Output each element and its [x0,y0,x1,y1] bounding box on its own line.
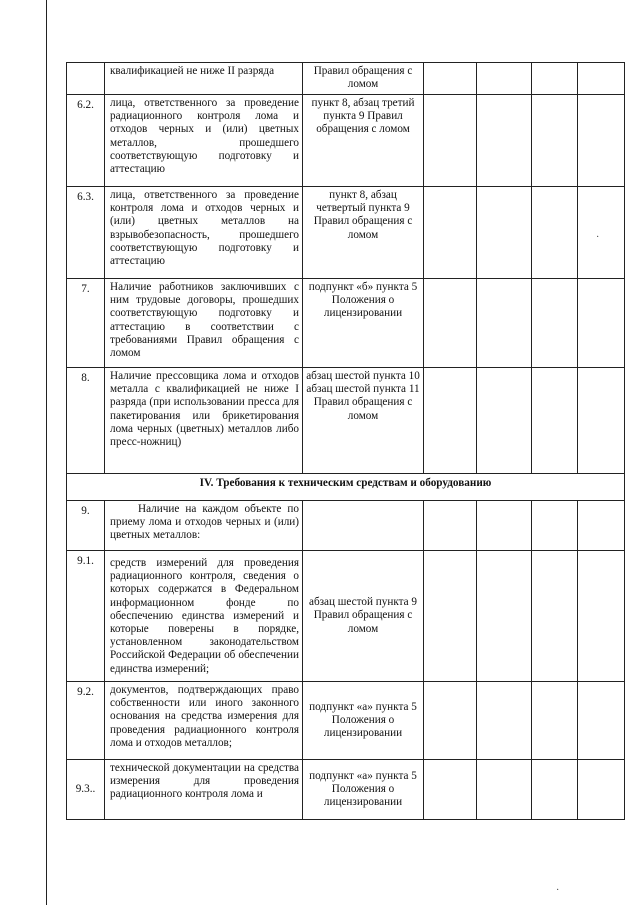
empty-cell [532,501,578,551]
row-number: 9. [67,501,105,551]
empty-cell [578,368,625,474]
empty-cell [424,279,477,368]
scan-speck: · [596,232,600,243]
table-row [67,279,625,368]
empty-cell [424,501,477,551]
legal-reference [303,501,424,551]
empty-cell [532,279,578,368]
requirement-text: Наличие прессовщика лома и отходов металла с квалификацией не ниже I разряда (при использовании пресса для пакетирования или брикетирования лома черных (цветных) металлов либо пресс-ножниц) [105,368,303,474]
requirement-text: Наличие на каждом объекте по приему лома и отходов черных и (или) цветных металлов: [105,501,303,551]
empty-cell [477,682,532,760]
requirement-text: лица, ответственного за проведение радиационного контроля лома и отходов черных и (или) цветных металлов, прошедшего соответствующую подготовку и аттестацию [105,95,303,187]
requirements-table [66,62,625,820]
empty-cell [424,63,477,95]
empty-cell [477,279,532,368]
empty-cell [424,682,477,760]
empty-cell [477,501,532,551]
legal-reference: абзац шестой пункта 9 Правил обращения с ломом [303,551,424,682]
empty-cell [532,187,578,279]
page-margin-line [46,0,47,905]
legal-reference: подпункт «б» пункта 5 Положения о лицензировании [303,279,424,368]
empty-cell [424,760,477,820]
section-heading: IV. Требования к техническим средствам и оборудованию [67,474,625,501]
empty-cell [578,187,625,279]
row-number: 8. [67,368,105,474]
empty-cell [424,368,477,474]
empty-cell [424,551,477,682]
empty-cell [578,760,625,820]
empty-cell [477,95,532,187]
empty-cell [532,95,578,187]
section-row [67,474,625,501]
requirement-text: лица, ответственного за проведение контроля лома и отходов черных и (или) цветных металлов на взрывобезопасность, прошедшего соответствующую подготовку и аттестацию [105,187,303,279]
empty-cell [578,682,625,760]
table-row [67,368,625,474]
empty-cell [532,63,578,95]
empty-cell [578,63,625,95]
empty-cell [578,501,625,551]
legal-reference: подпункт «а» пункта 5 Положения о лицензировании [303,760,424,820]
row-number: 9.3.. [67,760,105,820]
empty-cell [477,368,532,474]
table-row [67,63,625,95]
empty-cell [532,368,578,474]
empty-cell [477,551,532,682]
empty-cell [578,551,625,682]
row-number: 7. [67,279,105,368]
empty-cell [477,760,532,820]
table-row [67,501,625,551]
table-row [67,95,625,187]
legal-reference: абзац шестой пункта 10 абзац шестой пункта 11 Правил обращения с ломом [303,368,424,474]
scan-speck: · [556,885,560,896]
table-row [67,682,625,760]
table-row [67,551,625,682]
requirement-text: квалификацией не ниже II разряда [105,63,303,95]
legal-reference: подпункт «а» пункта 5 Положения о лицензировании [303,682,424,760]
empty-cell [424,187,477,279]
empty-cell [424,95,477,187]
table-row [67,760,625,820]
row-number: 6.3. [67,187,105,279]
requirement-text: технической документации на средства измерения для проведения радиационного контроля лома и [105,760,303,820]
empty-cell [532,682,578,760]
table-row [67,187,625,279]
row-number [67,63,105,95]
empty-cell [477,63,532,95]
requirement-text: документов, подтверждающих право собственности или иного законного основания на средства измерения для проведения радиационного контроля лома и отходов металлов; [105,682,303,760]
empty-cell [532,551,578,682]
row-number: 6.2. [67,95,105,187]
row-number: 9.2. [67,682,105,760]
empty-cell [578,279,625,368]
legal-reference: Правил обращения с ломом [303,63,424,95]
legal-reference: пункт 8, абзац третий пункта 9 Правил обращения с ломом [303,95,424,187]
requirement-text: средств измерений для проведения радиационного контроля, сведения о которых содержатся в Федеральном информационном фонде по обеспечению единства измерений и которые поверены в порядке, установленном законодательством Российской Федерации об обеспечении единства измерений; [105,551,303,682]
empty-cell [532,760,578,820]
row-number: 9.1. [67,551,105,682]
requirement-text: Наличие работников заключивших с ним трудовые договоры, прошедших соответствующую подготовку и аттестацию в соответствии с требованиями Правил обращения с ломом [105,279,303,368]
empty-cell [477,187,532,279]
empty-cell [578,95,625,187]
legal-reference: пункт 8, абзац четвертый пункта 9 Правил обращения с ломом [303,187,424,279]
